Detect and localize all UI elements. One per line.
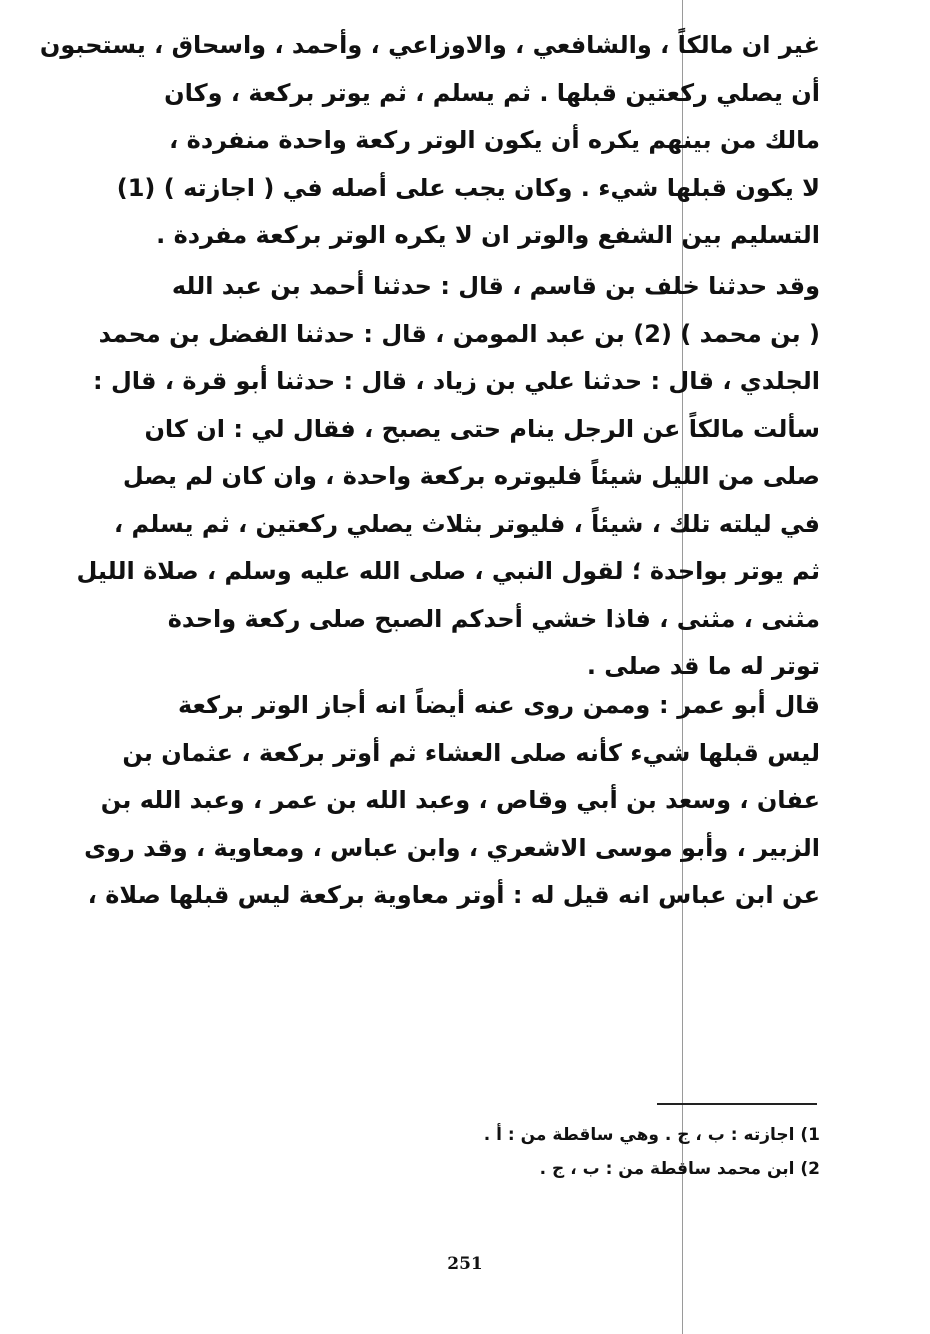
page-number: 251 (447, 1254, 483, 1274)
paragraph-1 (39, 22, 820, 260)
text-line: لا يكون قبلها شيء . وكان يجب على أصله في ( اجازته ) (1) (116, 173, 820, 202)
paragraph-2 (76, 263, 820, 691)
text-line: قال أبو عمر : وممن روى عنه أيضاً انه أجاز الوتر بركعة (178, 691, 820, 719)
text-line: أن يصلي ركعتين قبلها . ثم يسلم ، ثم يوتر بركعة ، وكان (164, 78, 820, 107)
footnote-separator (657, 1103, 817, 1105)
text-line: توتر له ما قد صلى . (586, 652, 820, 680)
text-line: ( بن محمد ) (2) بن عبد المومن ، قال : حدثنا الفضل بن محمد (98, 319, 820, 348)
text-line: التسليم بين الشفع والوتر ان لا يكره الوتر بركعة مفردة . (156, 221, 820, 249)
text-line: وقد حدثنا خلف بن قاسم ، قال : حدثنا أحمد بن عبد الله (171, 272, 820, 300)
text-line: مالك من بينهم يكره أن يكون الوتر ركعة واحدة منفردة ، (169, 126, 820, 154)
text-line: غير ان مالكاً ، والشافعي ، والاوزاعي ، وأحمد ، واسحاق ، يستحبون (39, 31, 820, 59)
footnote-2: 2) ابن محمد ساقطة من : ب ، ج . (539, 1159, 820, 1179)
text-line: مثنى ، مثنى ، فاذا خشي أحدكم الصبح صلى ركعة واحدة (167, 604, 820, 633)
footnotes (380, 1118, 820, 1186)
text-line: عفان ، وسعد بن أبي وقاص ، وعبد الله بن عمر ، وعبد الله بن (100, 786, 820, 814)
text-line: سألت مالكاً عن الرجل ينام حتى يصبح ، فقال لي : ان كان (144, 414, 820, 443)
text-line: صلى من الليل شيئاً فليوتره بركعة واحدة ، وان كان لم يصل (122, 462, 820, 490)
text-line: الجلدي ، قال : حدثنا علي بن زياد ، قال : حدثنا أبو قرة ، قال : (93, 367, 820, 395)
text-line: الزبير ، وأبو موسى الاشعري ، وابن عباس ، ومعاوية ، وقد روى (84, 833, 820, 862)
footnote-1: 1) اجازته : ب ، ج . وهي ساقطة من : أ . (483, 1125, 820, 1145)
text-line: ليس قبلها شيء كأنه صلى العشاء ثم أوتر بركعة ، عثمان بن (122, 738, 820, 767)
text-line: في ليلته تلك ، شيئاً ، فليوتر بثلاث يصلي ركعتين ، ثم يسلم ، (114, 509, 820, 538)
text-line: ثم يوتر بواحدة ؛ لقول النبي ، صلى الله عليه وسلم ، صلاة الليل (76, 557, 820, 585)
text-line: عن ابن عباس انه قيل له : أوتر معاوية بركعة ليس قبلها صلاة ، (87, 881, 820, 909)
paragraph-3 (84, 682, 820, 920)
